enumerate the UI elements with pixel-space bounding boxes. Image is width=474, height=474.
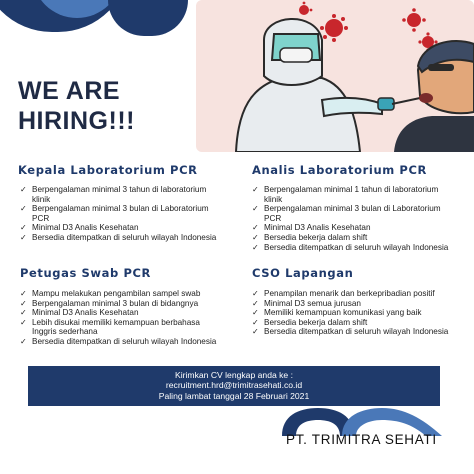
list-item: ✓ Penampilan menarik dan berkepribadian positif bbox=[252, 289, 457, 299]
list-item: ✓ Bersedia ditempatkan di seluruh wilayah Indonesia bbox=[252, 327, 457, 337]
list-item: ✓ Bersedia ditempatkan di seluruh wilayah Indonesia bbox=[20, 337, 225, 347]
list-item: ✓ Lebih disukai memiliki kemampuan berbahasa Inggris sederhana bbox=[20, 318, 225, 337]
swab-test-illustration bbox=[196, 0, 474, 152]
apply-deadline: Paling lambat tanggal 28 Februari 2021 bbox=[158, 390, 310, 401]
list-item: ✓ Minimal D3 semua jurusan bbox=[252, 299, 457, 309]
list-item: ✓ Berpengalaman minimal 3 bulan di bidangnya bbox=[20, 299, 225, 309]
list-item: ✓ Bersedia bekerja dalam shift bbox=[252, 233, 457, 243]
list-item: ✓ Memiliki kemampuan komunikasi yang baik bbox=[252, 308, 457, 318]
job-title-cso-lapangan: CSO Lapangan bbox=[252, 266, 354, 280]
list-item: ✓ Minimal D3 Analis Kesehatan bbox=[20, 308, 225, 318]
list-item: ✓ Berpengalaman minimal 3 tahun di laboratorium klinik bbox=[20, 185, 225, 204]
headline-line-1: WE ARE bbox=[18, 77, 121, 105]
apply-info-box bbox=[28, 366, 440, 406]
requirements-list bbox=[20, 185, 225, 243]
list-item: ✓ Bersedia ditempatkan di seluruh wilayah Indonesia bbox=[20, 233, 225, 243]
company-name: PT. TRIMITRA SEHATI bbox=[286, 432, 437, 447]
list-item: ✓ Bersedia ditempatkan di seluruh wilayah Indonesia bbox=[252, 243, 457, 253]
job-title-petugas-swab: Petugas Swab PCR bbox=[20, 266, 151, 280]
job-title-analis-laboratorium: Analis Laboratorium PCR bbox=[252, 163, 427, 177]
requirements-list bbox=[252, 289, 457, 337]
list-item: ✓ Berpengalaman minimal 3 bulan di Laboratorium PCR bbox=[252, 204, 457, 223]
list-item: ✓ Mampu melakukan pengambilan sampel swab bbox=[20, 289, 225, 299]
apply-email[interactable]: recruitment.hrd@trimitrasehati.co.id bbox=[165, 380, 303, 391]
list-item: ✓ Minimal D3 Analis Kesehatan bbox=[20, 223, 225, 233]
list-item: ✓ Bersedia bekerja dalam shift bbox=[252, 318, 457, 328]
list-item: ✓ Minimal D3 Analis Kesehatan bbox=[252, 223, 457, 233]
requirements-list bbox=[20, 289, 225, 347]
requirements-list bbox=[252, 185, 457, 252]
decorative-band bbox=[108, 0, 188, 36]
job-title-kepala-laboratorium: Kepala Laboratorium PCR bbox=[18, 163, 198, 177]
list-item: ✓ Berpengalaman minimal 3 bulan di Laboratorium PCR bbox=[20, 204, 225, 223]
apply-instruction: Kirimkan CV lengkap anda ke : bbox=[175, 370, 293, 380]
list-item: ✓ Berpengalaman minimal 1 tahun di laboratorium klinik bbox=[252, 185, 457, 204]
headline-line-2: HIRING!!! bbox=[18, 107, 135, 135]
headline bbox=[18, 76, 188, 136]
